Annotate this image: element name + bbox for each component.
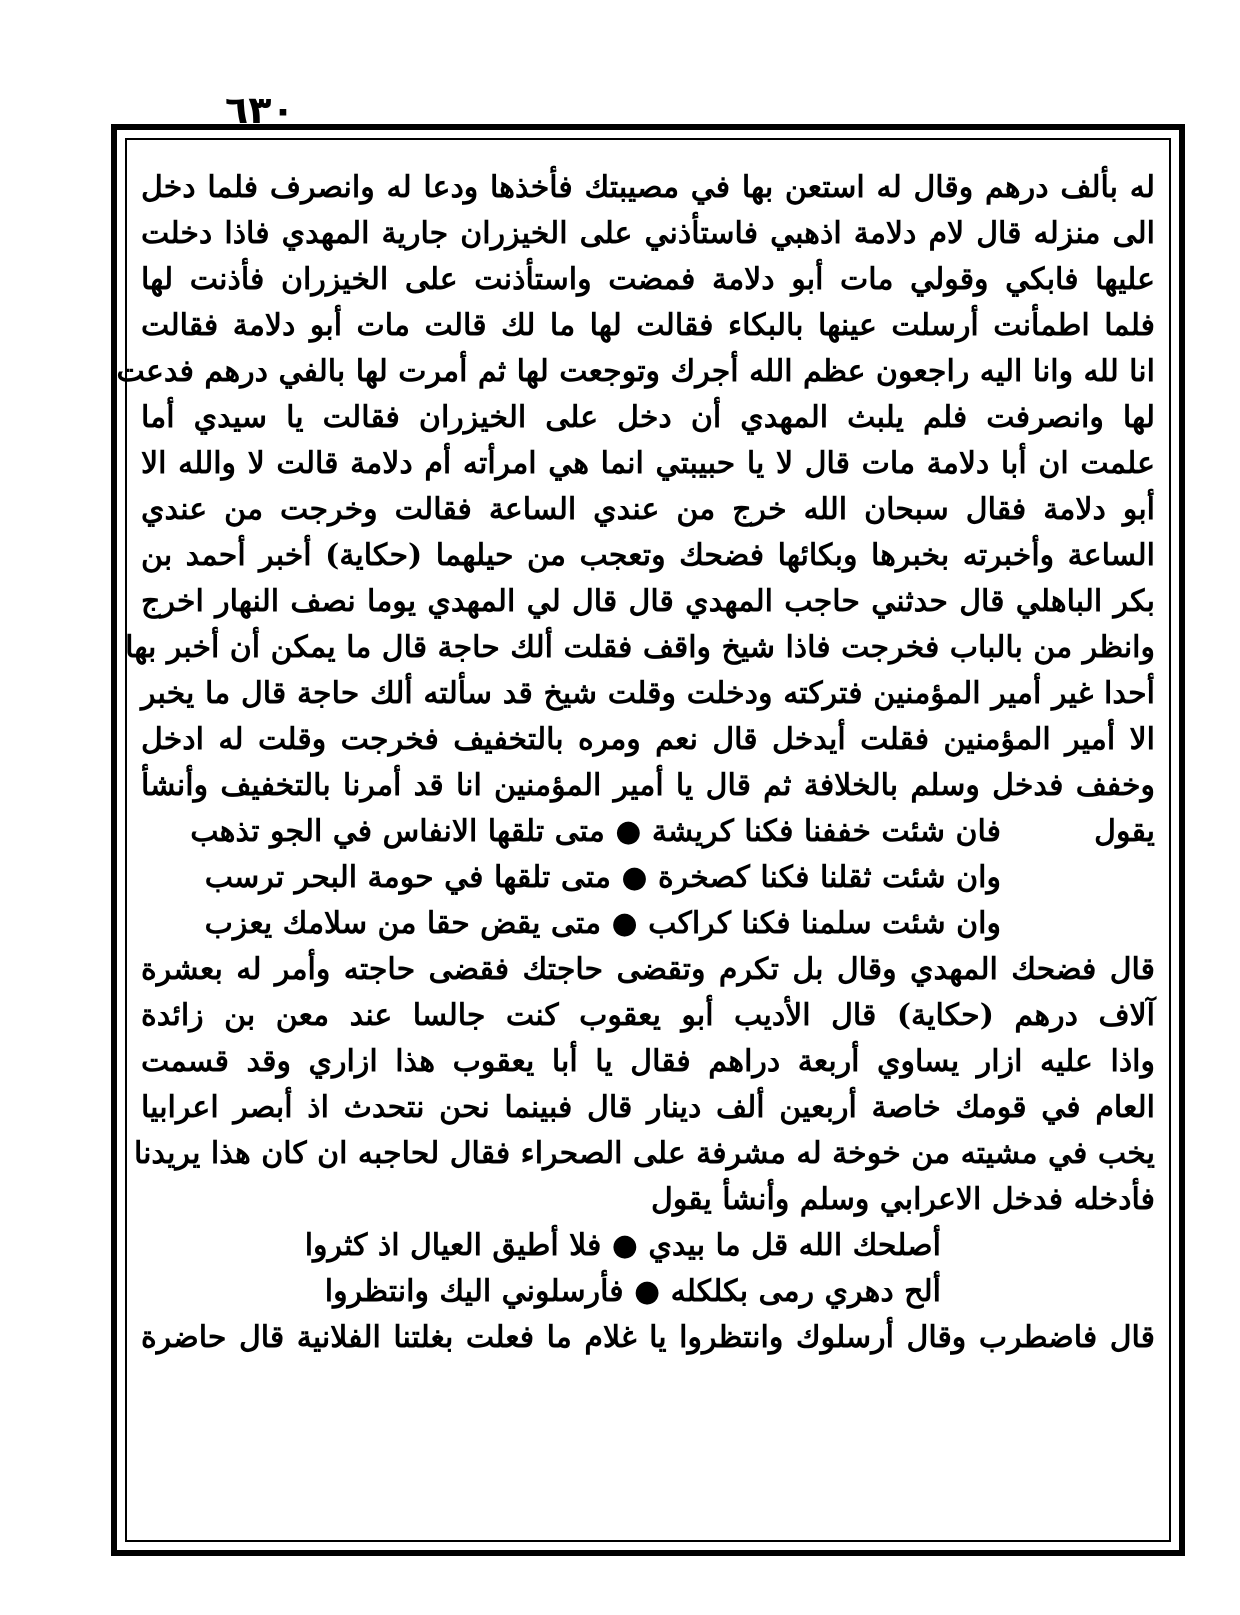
text-line: علمت ان أبا دلامة مات قال لا يا حبيبتي انما هي امرأته أم دلامة قالت لا والله الا	[141, 446, 1155, 481]
text-line: أبو دلامة فقال سبحان الله خرج من عندي الساعة فقالت وخرجت من عندي	[141, 492, 1155, 527]
text-line: له بألف درهم وقال له استعن بها في مصيبتك فأخذها ودعا له وانصرف فلما دخل	[141, 170, 1155, 205]
text-line: وانظر من بالباب فخرجت فاذا شيخ واقف فقلت ألك حاجة قال ما يمكن أن أخبر بها	[125, 630, 1155, 665]
verse-line: ألح دهري رمى بكلكله ● فأرسلوني اليك وانتظروا	[324, 1274, 941, 1309]
text-line: انا لله وانا اليه راجعون عظم الله أجرك وتوجعت لها ثم أمرت لها بالفي درهم فدعت	[116, 354, 1155, 389]
verse-line: أصلحك الله قل ما بيدي ● فلا أطيق العيال اذ كثروا	[304, 1228, 941, 1263]
text-line: العام في قومك خاصة أربعين ألف دينار قال فبينما نحن نتحدث اذ أبصر اعرابيا	[141, 1090, 1155, 1125]
text-line: فلما اطمأنت أرسلت عينها بالبكاء فقالت لها ما لك قالت مات أبو دلامة فقالت	[141, 308, 1155, 343]
text-line: قال فضحك المهدي وقال بل تكرم وتقضى حاجتك فقضى حاجته وأمر له بعشرة	[141, 952, 1155, 987]
text-line: الا أمير المؤمنين فقلت أيدخل قال نعم ومره بالتخفيف فخرجت وقلت له ادخل	[141, 722, 1155, 757]
verse-line: وان شئت ثقلنا فكنا كصخرة ● متى تلقها في حومة البحر ترسب	[204, 860, 1001, 895]
text-line: أحدا غير أمير المؤمنين فتركته ودخلت وقلت شيخ قد سألته ألك حاجة قال ما يخبر	[141, 676, 1155, 711]
text-line: عليها فابكي وقولي مات أبو دلامة فمضت واستأذنت على الخيزران فأذنت لها	[141, 262, 1155, 297]
text-line: بكر الباهلي قال حدثني حاجب المهدي قال قال لي المهدي يوما نصف النهار اخرج	[141, 584, 1155, 619]
text-line: آلاف درهم (حكاية) قال الأديب أبو يعقوب كنت جالسا عند معن بن زائدة	[141, 998, 1155, 1033]
text-line: لها وانصرفت فلم يلبث المهدي أن دخل على الخيزران فقالت يا سيدي أما	[141, 400, 1155, 435]
text-line: الى منزله قال لام دلامة اذهبي فاستأذني على الخيزران جارية المهدي فاذا دخلت	[141, 216, 1155, 251]
text-line: يخب في مشيته من خوخة له مشرفة على الصحراء فقال لحاجبه ان كان هذا يريدنا	[133, 1136, 1155, 1171]
text-line: وخفف فدخل وسلم بالخلافة ثم قال يا أمير المؤمنين انا قد أمرنا بالتخفيف وأنشأ	[141, 768, 1155, 803]
verse-line: فان شئت خففنا فكنا كريشة ● متى تلقها الانفاس في الجو تذهب	[190, 814, 1001, 849]
body-text	[116, 148, 1161, 1540]
verse-intro: يقول	[1094, 814, 1155, 849]
text-line: واذا عليه ازار يساوي أربعة دراهم فقال يا أبا يعقوب هذا ازاري وقد قسمت	[141, 1044, 1155, 1079]
text-line: قال فاضطرب وقال أرسلوك وانتظروا يا غلام ما فعلت بغلتنا الفلانية قال حاضرة	[141, 1320, 1155, 1355]
page-number: ٦٣٠	[225, 88, 295, 132]
text-line: فأدخله فدخل الاعرابي وسلم وأنشأ يقول	[651, 1182, 1155, 1217]
verse-line: وان شئت سلمنا فكنا كراكب ● متى يقض حقا من سلامك يعزب	[204, 906, 1001, 941]
text-line: الساعة وأخبرته بخبرها وبكائها فضحك وتعجب من حيلهما (حكاية) أخبر أحمد بن	[141, 538, 1155, 573]
